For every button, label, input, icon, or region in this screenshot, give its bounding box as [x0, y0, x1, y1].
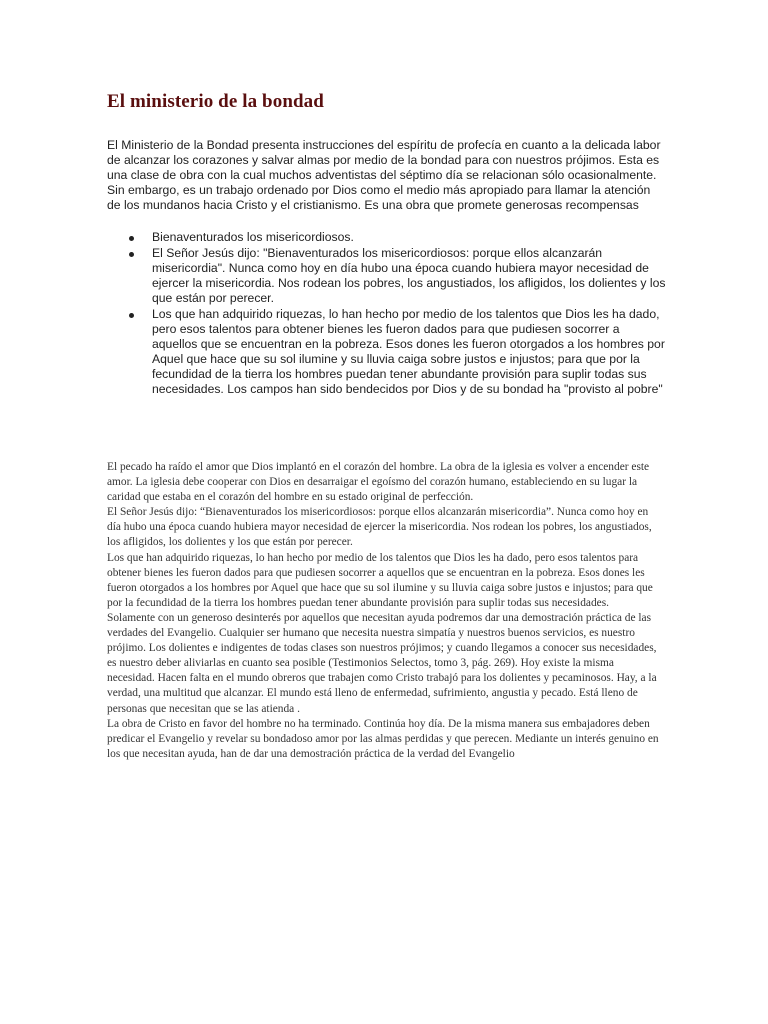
- bullet-text: Bienaventurados los misericordiosos.: [152, 230, 354, 244]
- document-title: El ministerio de la bondad: [107, 91, 324, 112]
- bullet-text: Los que han adquirido riquezas, lo han hecho por medio de los talentos que Dios les ha dado, pero esos talentos para obtener bienes les fueron dados para que pudiesen socorrer a aquellos que se encuentran en la pobreza. Esos dones les fueron otorgados a los hombres por Aquel que hace que su sol ilumine y su lluvia caiga sobre justos e injustos; para que por la fecundidad de la tierra los hombres puedan tener abundante provisión para suplir todas sus necesidades. Los campos han sido bendecidos por Dios y de su bondad ha "provisto al pobre": [152, 307, 665, 396]
- body-paragraph: La obra de Cristo en favor del hombre no ha terminado. Continúa hoy día. De la misma manera sus embajadores deben predicar el Evangelio y revelar su bondadoso amor por las almas perdidas y que perecen. Mediante un interés genuino en los que necesitan ayuda, han de dar una demostración práctica de la verdad del Evangelio: [107, 717, 659, 760]
- bullet-item: [107, 246, 667, 306]
- bullet-icon: [129, 252, 134, 257]
- bullet-list: [107, 230, 667, 398]
- body-text: [107, 460, 663, 762]
- bullet-item: [107, 230, 667, 245]
- bullet-icon: [129, 313, 134, 318]
- body-paragraph: El Señor Jesús dijo: “Bienaventurados los misericordiosos: porque ellos alcanzarán misericordia”. Nunca como hoy en día hubo una época cuando hubiera mayor necesidad de ejercer la misericordia. Nos rodean los pobres, los angustiados, los afligidos, los dolientes y los que están por perecer.: [107, 506, 652, 549]
- bullet-item: [107, 307, 667, 397]
- intro-paragraph: El Ministerio de la Bondad presenta instrucciones del espíritu de profecía en cuanto a la delicada labor de alcanzar los corazones y salvar almas por medio de la bondad para con nuestros prójimos. Esta es una clase de obra con la cual muchos adventistas del séptimo día se relacionan sólo ocasionalmente. Sin embargo, es un trabajo ordenado por Dios como el medio más apropiado para llamar la atención de los mundanos hacia Cristo y el cristianismo. Es una obra que promete generosas recompensas: [107, 138, 661, 212]
- body-paragraph: Solamente con un generoso desinterés por aquellos que necesitan ayuda podremos dar una demostración práctica de las verdades del Evangelio. Cualquier ser humano que necesita nuestra simpatía y nuestros buenos servicios, es nuestro prójimo. Los dolientes e indigentes de todas clases son nuestros prójimos; y cuando llegamos a conocer sus necesidades, es nuestro deber aliviarlas en cuanto sea posible (Testimonios Selectos, tomo 3, pág. 269). Hoy existe la misma necesidad. Hacen falta en el mundo obreros que trabajen como Cristo trabajó para los dolientes y pecaminosos. Hay, a la verdad, una multitud que alcanzar. El mundo está lleno de enfermedad, sufrimiento, angustia y pecado. Está lleno de personas que necesitan que se las atienda .: [107, 611, 657, 715]
- bullet-icon: [129, 236, 134, 241]
- bullet-text: El Señor Jesús dijo: "Bienaventurados los misericordiosos: porque ellos alcanzarán misericordia". Nunca como hoy en día hubo una época cuando hubiera mayor necesidad de ejercer la misericordia. Nos rodean los pobres, los angustiados, los afligidos, los dolientes y los que están por perecer.: [152, 246, 666, 305]
- body-paragraph: El pecado ha raído el amor que Dios implantó en el corazón del hombre. La obra de la iglesia es volver a encender este amor. La iglesia debe cooperar con Dios en desarraigar el egoísmo del corazón humano, estableciendo en su lugar la caridad que estaba en el corazón del hombre en su estado original de perfección.: [107, 461, 650, 504]
- body-paragraph: Los que han adquirido riquezas, lo han hecho por medio de los talentos que Dios les ha dado, pero esos talentos para obtener bienes les fueron dados para que pudiesen socorrer a aquellos que se encuentran en la pobreza. Esos dones les fueron otorgados a los hombres por Aquel que hace que su sol ilumine y su lluvia caiga sobre justos e injustos; para que por la fecundidad de la tierra los hombres puedan tener abundante provisión para suplir todas sus necesidades.: [107, 551, 653, 609]
